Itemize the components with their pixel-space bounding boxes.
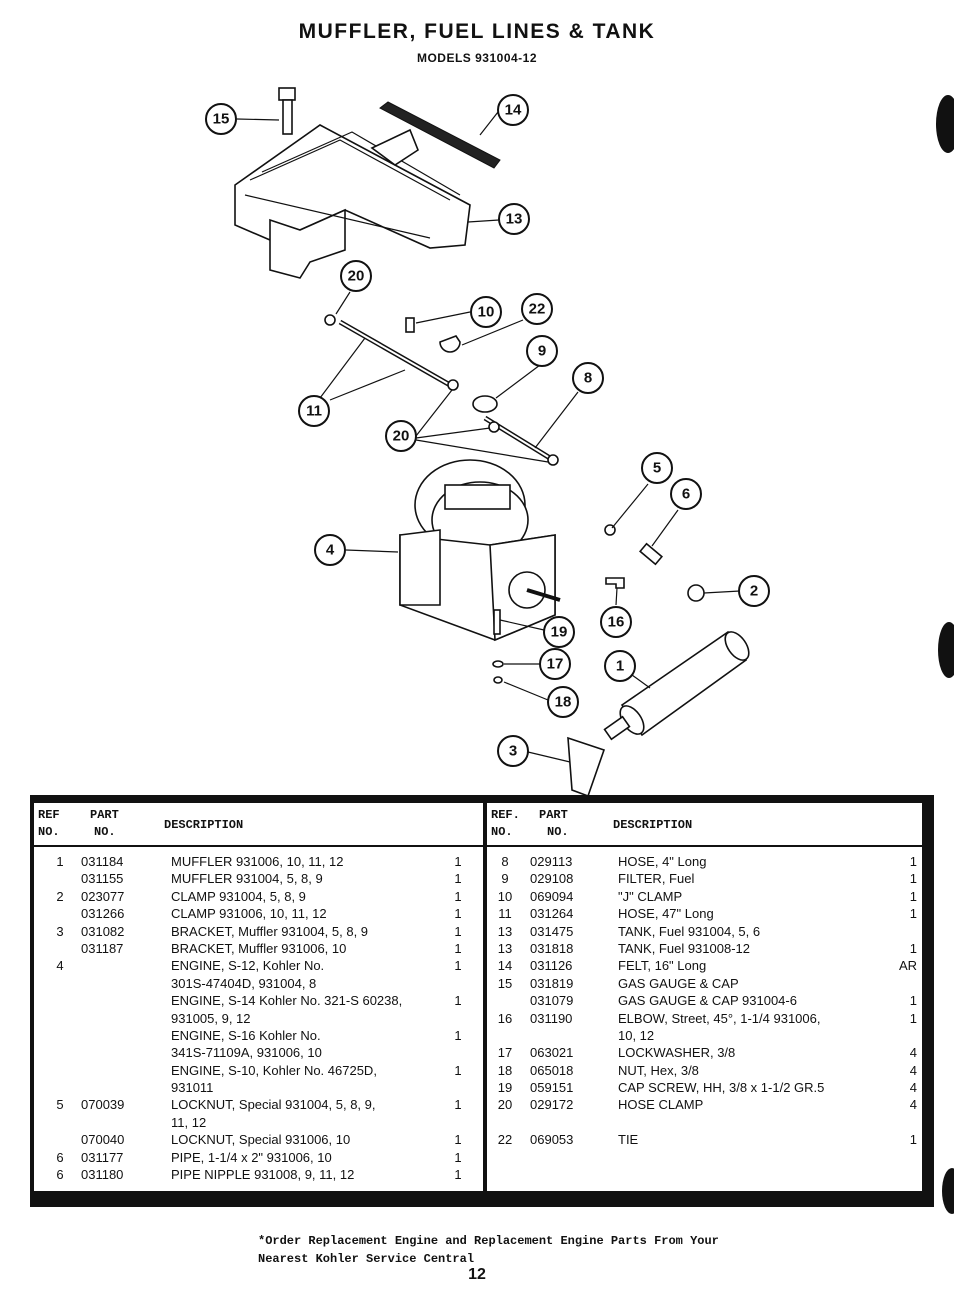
callout-18 — [548, 687, 578, 717]
header-ref: REF. — [491, 808, 520, 822]
quantity-cell: 1 — [909, 871, 917, 887]
table-row — [34, 888, 483, 905]
table-row — [34, 1131, 483, 1148]
table-row — [487, 992, 922, 1009]
svg-text:22: 22 — [528, 300, 546, 318]
header-description: DESCRIPTION — [613, 818, 693, 832]
callout-3 — [498, 736, 528, 766]
svg-text:9: 9 — [537, 342, 547, 360]
callout-9 — [527, 336, 557, 366]
svg-text:4: 4 — [325, 541, 335, 559]
quantity-cell: 1 — [909, 993, 917, 1009]
parts-table-right-header — [487, 803, 922, 847]
quantity-cell: 1 — [909, 888, 917, 904]
table-row — [487, 853, 922, 870]
callout-17 — [540, 649, 570, 679]
hose-assembly-drawing — [325, 315, 558, 465]
table-row — [34, 1027, 483, 1044]
footnote-line-1: *Order Replacement Engine and Replacement Engine Parts From Your — [258, 1234, 719, 1248]
ref-cell: 3 — [56, 923, 64, 939]
header-part-no: NO. — [547, 825, 569, 839]
table-row — [34, 1062, 483, 1079]
callout-1 — [605, 651, 635, 681]
part-number-cell: 031155 — [81, 871, 124, 887]
part-number-cell: 031266 — [81, 906, 125, 922]
part-number-cell: 031082 — [81, 923, 125, 939]
description-cell: ENGINE, S-14 Kohler No. 321-S 60238, — [171, 993, 403, 1009]
description-cell: TIE — [618, 1132, 639, 1148]
description-cell: HOSE CLAMP — [618, 1097, 704, 1113]
ref-cell: 6 — [56, 1167, 64, 1183]
part-number-cell: 031818 — [530, 940, 574, 956]
parts-table-left-rows — [34, 853, 483, 1183]
header-part: PART — [539, 808, 568, 822]
table-row — [34, 905, 483, 922]
callout-13 — [499, 204, 529, 234]
callout-5 — [642, 453, 672, 483]
callout-6 — [671, 479, 701, 509]
ref-cell: 16 — [497, 1010, 513, 1026]
table-row — [487, 888, 922, 905]
quantity-cell: 4 — [909, 1045, 917, 1061]
ref-cell: 22 — [497, 1132, 513, 1148]
quantity-cell: 1 — [454, 923, 462, 939]
callout-2 — [739, 576, 769, 606]
quantity-cell: 1 — [454, 854, 462, 869]
callout-16 — [601, 607, 631, 637]
footnote-line-2: Nearest Kohler Service Central — [258, 1252, 475, 1266]
footnote — [258, 1232, 719, 1268]
header-part-no: NO. — [94, 825, 116, 839]
description-cell: BRACKET, Muffler 931004, 5, 8, 9 — [171, 923, 369, 939]
description-cell: CAP SCREW, HH, 3/8 x 1-1/2 GR.5 — [618, 1080, 825, 1096]
callout-10 — [471, 297, 501, 327]
description-cell: MUFFLER 931006, 10, 11, 12 — [171, 854, 344, 869]
part-number-cell: 065018 — [530, 1062, 574, 1078]
description-cell: 11, 12 — [171, 1114, 207, 1130]
table-row — [487, 905, 922, 922]
svg-text:5: 5 — [652, 459, 662, 477]
ref-cell: 4 — [56, 958, 64, 974]
ref-cell: 6 — [56, 1149, 64, 1165]
table-row — [487, 923, 922, 940]
callout-20-bottom — [386, 421, 416, 451]
quantity-cell: 1 — [454, 958, 462, 974]
quantity-cell: 1 — [454, 888, 462, 904]
svg-text:15: 15 — [212, 110, 230, 128]
part-number-cell: 029108 — [530, 871, 574, 887]
muffler-bracket-drawing — [568, 738, 604, 795]
description-cell: LOCKNUT, Special 931004, 5, 8, 9, — [171, 1097, 376, 1113]
ref-cell: 11 — [498, 906, 512, 922]
header-ref: REF — [38, 808, 60, 822]
part-number-cell: 031180 — [81, 1167, 124, 1183]
ref-cell: 8 — [501, 854, 509, 869]
parts-table-right-rows — [487, 853, 922, 1149]
table-row — [487, 957, 922, 974]
description-cell: HOSE, 47" Long — [618, 906, 714, 922]
header-ref-no: NO. — [38, 825, 60, 839]
part-number-cell: 031079 — [530, 993, 574, 1009]
ref-cell: 5 — [56, 1097, 64, 1113]
svg-text:11: 11 — [306, 402, 322, 420]
ref-cell: 20 — [497, 1097, 513, 1113]
callout-19 — [544, 617, 574, 647]
ref-cell: 14 — [497, 958, 513, 974]
header-part: PART — [90, 808, 119, 822]
table-row — [34, 975, 483, 992]
gas-gauge-cap-drawing — [279, 88, 295, 134]
description-cell: "J" CLAMP — [618, 888, 683, 904]
description-cell: LOCKWASHER, 3/8 — [618, 1045, 736, 1061]
ref-cell: 9 — [501, 871, 509, 887]
table-row — [34, 992, 483, 1009]
svg-text:13: 13 — [505, 210, 523, 228]
part-number-cell: 031187 — [81, 940, 124, 956]
table-row — [487, 975, 922, 992]
quantity-cell: 1 — [454, 1027, 462, 1043]
callout-14 — [498, 95, 528, 125]
part-number-cell: 031126 — [530, 958, 573, 974]
table-row — [34, 1166, 483, 1183]
svg-text:3: 3 — [508, 742, 518, 760]
quantity-cell: 1 — [454, 1062, 462, 1078]
svg-text:19: 19 — [550, 623, 568, 641]
description-cell: CLAMP 931004, 5, 8, 9 — [171, 888, 306, 904]
part-number-cell: 069053 — [530, 1132, 574, 1148]
quantity-cell: 1 — [909, 854, 917, 869]
binder-hole-mark — [936, 95, 954, 153]
models-subtitle: MODELS 931004-12 — [416, 51, 538, 65]
part-number-cell: 059151 — [530, 1080, 574, 1096]
part-number-cell: 070040 — [81, 1132, 125, 1148]
quantity-cell: 1 — [909, 940, 917, 956]
description-cell: ENGINE, S-12, Kohler No. — [171, 958, 325, 974]
table-row — [34, 1096, 483, 1113]
svg-text:20: 20 — [392, 427, 410, 445]
description-cell: MUFFLER 931004, 5, 8, 9 — [171, 871, 323, 887]
description-cell: 341S-71109A, 931006, 10 — [171, 1045, 322, 1061]
page-title: MUFFLER, FUEL LINES & TANK — [298, 20, 656, 43]
svg-text:10: 10 — [477, 303, 495, 321]
ref-cell: 1 — [56, 854, 64, 869]
quantity-cell: 4 — [909, 1080, 917, 1096]
description-cell: ENGINE, S-10, Kohler No. 46725D, — [171, 1062, 377, 1078]
callout-20-top — [341, 261, 371, 291]
description-cell: FELT, 16" Long — [618, 958, 707, 974]
quantity-cell: 1 — [454, 1149, 462, 1165]
quantity-cell: 4 — [909, 1062, 917, 1078]
ref-cell: 15 — [497, 975, 513, 991]
quantity-cell: 1 — [454, 906, 462, 922]
table-row — [34, 1149, 483, 1166]
svg-text:17: 17 — [546, 655, 564, 673]
parts-table-right-panel — [487, 803, 922, 1191]
part-number-cell: 031190 — [530, 1010, 573, 1026]
description-cell: PIPE NIPPLE 931008, 9, 11, 12 — [171, 1167, 355, 1183]
table-row — [487, 1131, 922, 1148]
part-number-cell: 031264 — [530, 906, 574, 922]
quantity-cell: AR — [898, 958, 917, 974]
description-cell: PIPE, 1-1/4 x 2" 931006, 10 — [171, 1149, 332, 1165]
muffler-drawing — [605, 628, 754, 739]
table-row — [34, 923, 483, 940]
engine-drawing — [400, 460, 560, 640]
callout-4 — [315, 535, 345, 565]
description-cell: 10, 12 — [618, 1027, 655, 1043]
description-cell: NUT, Hex, 3/8 — [618, 1062, 699, 1078]
part-number-cell: 070039 — [81, 1097, 125, 1113]
parts-table-left-panel — [34, 803, 483, 1191]
quantity-cell: 1 — [454, 940, 462, 956]
description-cell: GAS GAUGE & CAP 931004-6 — [618, 993, 797, 1009]
quantity-cell: 4 — [909, 1097, 917, 1113]
ref-cell: 17 — [497, 1045, 513, 1061]
svg-text:1: 1 — [615, 657, 625, 675]
description-cell: ELBOW, Street, 45°, 1-1/4 931006, — [618, 1010, 821, 1026]
table-row — [34, 1114, 483, 1131]
part-number-cell: 023077 — [81, 888, 125, 904]
table-row — [487, 1096, 922, 1113]
svg-text:16: 16 — [607, 613, 625, 631]
binder-hole-mark — [942, 1168, 954, 1214]
part-number-cell: 031819 — [530, 975, 574, 991]
description-cell: CLAMP 931006, 10, 11, 12 — [171, 906, 327, 922]
quantity-cell: 1 — [909, 1132, 917, 1148]
svg-text:6: 6 — [681, 485, 691, 503]
ref-cell: 19 — [497, 1080, 513, 1096]
table-row — [34, 957, 483, 974]
table-row — [487, 1044, 922, 1061]
description-cell: GAS GAUGE & CAP — [618, 975, 739, 991]
quantity-cell: 1 — [909, 906, 917, 922]
svg-text:18: 18 — [554, 693, 572, 711]
parts-table-left-header — [34, 803, 483, 847]
description-cell: BRACKET, Muffler 931006, 10 — [171, 940, 347, 956]
description-cell: LOCKNUT, Special 931006, 10 — [171, 1132, 351, 1148]
page-number: 12 — [468, 1266, 486, 1283]
quantity-cell: 1 — [454, 1097, 462, 1113]
table-row — [487, 940, 922, 957]
svg-text:20: 20 — [347, 267, 365, 285]
svg-text:8: 8 — [583, 369, 593, 387]
description-cell: 931005, 9, 12 — [171, 1010, 251, 1026]
table-row — [34, 940, 483, 957]
callout-8 — [573, 363, 603, 393]
callout-22 — [522, 294, 552, 324]
svg-text:14: 14 — [504, 101, 522, 119]
svg-text:2: 2 — [749, 582, 759, 600]
binder-hole-mark — [938, 622, 954, 678]
quantity-cell: 1 — [454, 871, 462, 887]
parts-table — [30, 795, 934, 1207]
header-description: DESCRIPTION — [164, 818, 244, 832]
description-cell: HOSE, 4" Long — [618, 854, 707, 869]
part-number-cell: 031177 — [81, 1149, 124, 1165]
ref-cell: 18 — [497, 1062, 513, 1078]
table-row — [34, 853, 483, 870]
header-ref-no: NO. — [491, 825, 513, 839]
ref-cell: 13 — [497, 923, 513, 939]
description-cell: TANK, Fuel 931008-12 — [618, 940, 750, 956]
quantity-cell: 1 — [454, 1132, 462, 1148]
part-number-cell: 063021 — [530, 1045, 574, 1061]
description-cell: 301S-47404D, 931004, 8 — [171, 975, 317, 991]
table-row — [487, 1079, 922, 1096]
description-cell: TANK, Fuel 931004, 5, 6 — [618, 923, 761, 939]
part-number-cell: 029172 — [530, 1097, 574, 1113]
table-row — [34, 870, 483, 887]
quantity-cell: 1 — [909, 1010, 917, 1026]
table-row — [34, 1079, 483, 1096]
description-cell: 931011 — [171, 1080, 214, 1096]
table-row — [487, 1114, 922, 1131]
quantity-cell: 1 — [454, 1167, 462, 1183]
quantity-cell: 1 — [454, 993, 462, 1009]
part-number-cell: 031475 — [530, 923, 574, 939]
table-row — [487, 1027, 922, 1044]
table-row — [34, 1044, 483, 1061]
description-cell: FILTER, Fuel — [618, 871, 695, 887]
part-number-cell: 069094 — [530, 888, 574, 904]
ref-cell: 13 — [497, 940, 513, 956]
callout-15 — [206, 104, 236, 134]
exploded-parts-diagram — [0, 80, 954, 795]
table-row — [487, 1010, 922, 1027]
description-cell: ENGINE, S-16 Kohler No. — [171, 1027, 321, 1043]
ref-cell: 2 — [56, 888, 64, 904]
table-row — [34, 1010, 483, 1027]
table-row — [487, 870, 922, 887]
fuel-tank-drawing — [235, 125, 470, 278]
table-row — [487, 1062, 922, 1079]
callout-11 — [299, 396, 329, 426]
ref-cell: 10 — [497, 888, 513, 904]
part-number-cell: 031184 — [81, 854, 124, 869]
part-number-cell: 029113 — [530, 854, 573, 869]
